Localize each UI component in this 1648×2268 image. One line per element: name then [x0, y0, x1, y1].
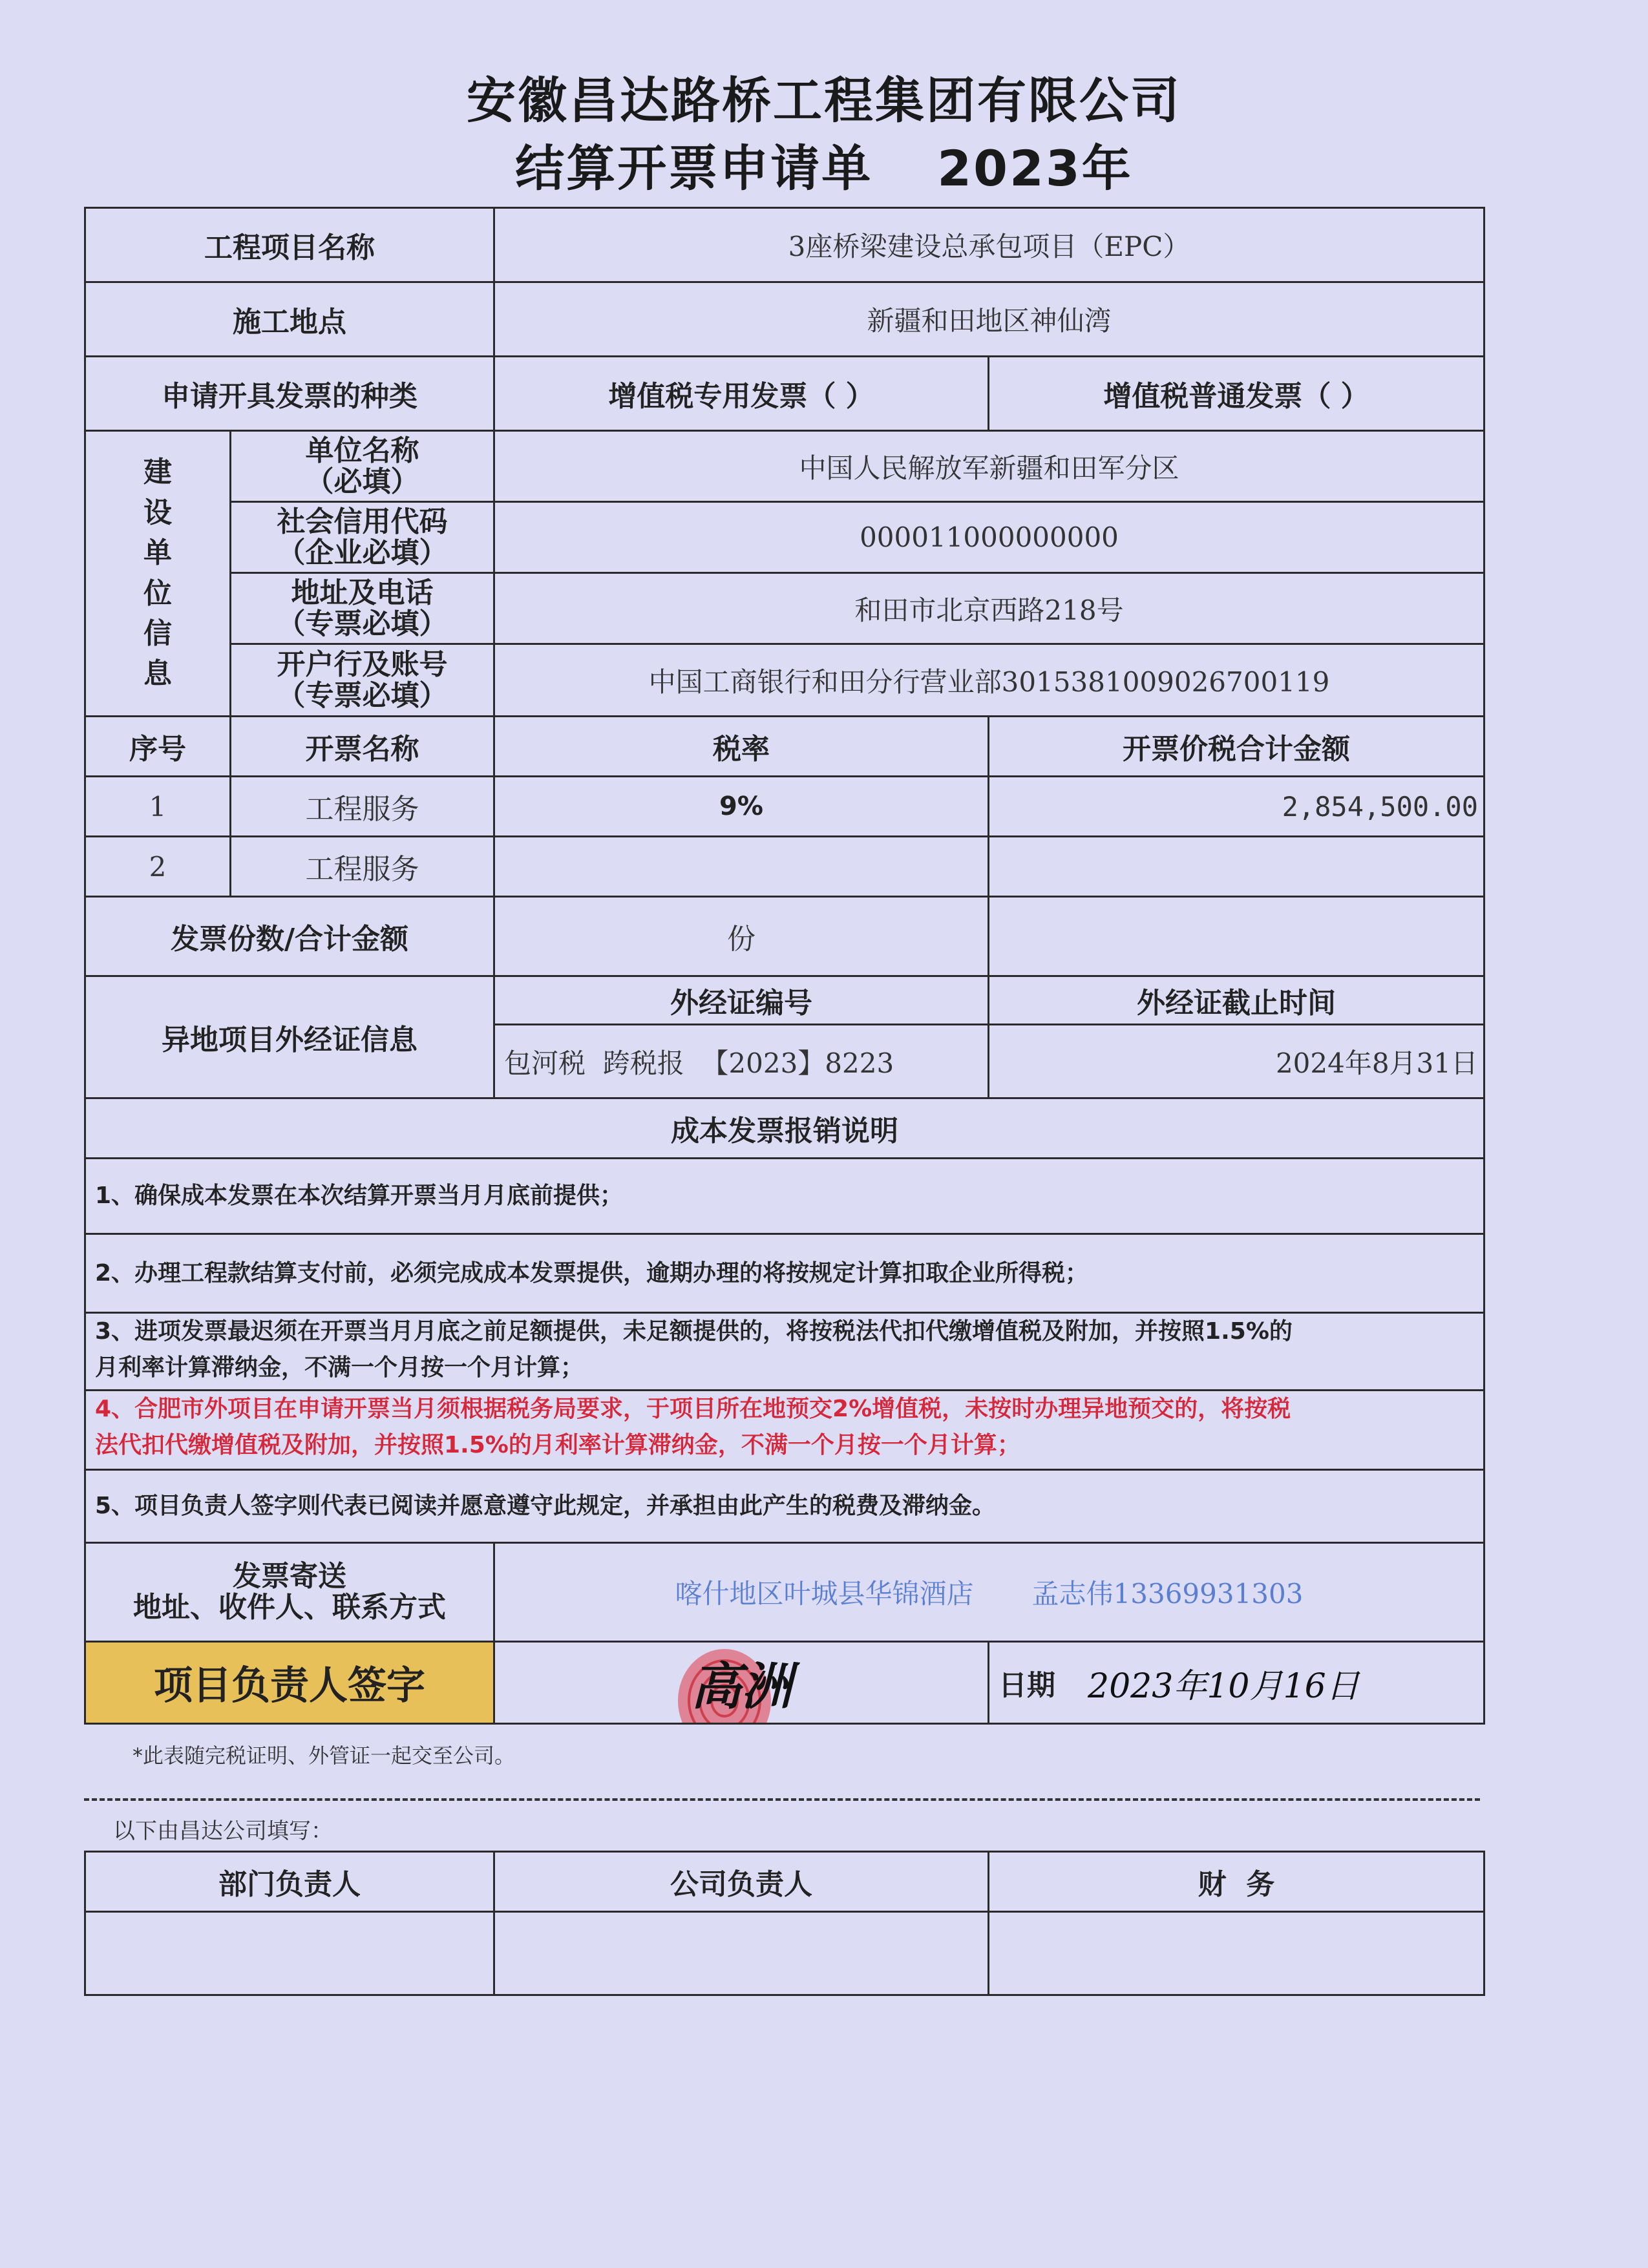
delivery-label — [84, 1542, 495, 1643]
label-line: （专票必填） — [277, 607, 448, 640]
builder-char: 建 — [143, 456, 172, 489]
note-4-line-2: 法代扣代缴增值税及附加，并按照1.5%的月利率计算滞纳金，不满一个月按一个月计算； — [95, 1431, 1020, 1458]
label-line: 地址及电话 — [291, 576, 434, 609]
item-2-rate[interactable] — [493, 835, 989, 898]
note-3 — [84, 1312, 1485, 1391]
label-line: 单位名称 — [305, 434, 419, 467]
builder-char: 信 — [143, 616, 172, 650]
item-1-name[interactable]: 工程服务 — [229, 775, 495, 837]
note-2: 2、办理工程款结算支付前，必须完成成本发票提供，逾期办理的将按规定计算扣取企业所得税； — [84, 1233, 1485, 1314]
col-header-name: 开票名称 — [229, 715, 495, 777]
note-3-line-1: 3、进项发票最迟须在开票当月月底之前足额提供，未足额提供的，将按税法代扣代缴增值税及附加，并按照1.5%的 — [95, 1318, 1293, 1345]
item-1-amount[interactable]: 2,854,500.00 — [988, 775, 1485, 837]
external-cert-label: 异地项目外经证信息 — [84, 975, 495, 1099]
bank-account-value[interactable]: 中国工商银行和田分行营业部3015381009026700119 — [493, 643, 1485, 717]
date-value: 2023年10月16日 — [1088, 1666, 1360, 1706]
internal-caption: 以下由昌达公司填写： — [113, 1818, 333, 1844]
unit-name-value[interactable]: 中国人民解放军新疆和田军分区 — [493, 430, 1485, 503]
col-header-amount: 开票价税合计金额 — [988, 715, 1485, 777]
item-2-name[interactable]: 工程服务 — [229, 835, 495, 898]
finance-sign[interactable] — [988, 1911, 1485, 1996]
note-4-line-1: 4、合肥市外项目在申请开票当月须根据税务局要求，于项目所在地预交2%增值税，未按时办理异地预交的，将按税 — [95, 1396, 1291, 1422]
dept-head-sign[interactable] — [84, 1911, 495, 1996]
note-3-line-2: 月利率计算滞纳金，不满一个月按一个月计算； — [95, 1354, 584, 1381]
cert-deadline-value[interactable]: 2024年8月31日 — [988, 1024, 1485, 1099]
unit-name-label — [229, 430, 495, 503]
company-head-sign[interactable] — [493, 1911, 989, 1996]
address-phone-value[interactable]: 和田市北京西路218号 — [493, 572, 1485, 645]
item-2-no: 2 — [84, 835, 231, 898]
address-phone-label — [229, 572, 495, 645]
company-head-header: 公司负责人 — [493, 1851, 989, 1913]
note-1: 1、确保成本发票在本次结算开票当月月底前提供； — [84, 1157, 1485, 1235]
label-line: （必填） — [305, 465, 419, 498]
delivery-value[interactable] — [493, 1542, 1485, 1643]
item-1-rate[interactable]: 9% — [493, 775, 989, 837]
project-name-label: 工程项目名称 — [84, 207, 495, 283]
label-line: （企业必填） — [277, 536, 448, 569]
item-1-no: 1 — [84, 775, 231, 837]
form-title — [0, 129, 1648, 200]
bank-account-label — [229, 643, 495, 717]
cert-number-value[interactable]: 包河税 跨税报 【2023】8223 — [493, 1024, 989, 1099]
builder-char: 位 — [143, 576, 172, 610]
signer-label: 项目负责人签字 — [84, 1641, 495, 1725]
label-line: 开户行及账号 — [277, 647, 448, 681]
finance-header: 财 务 — [988, 1851, 1485, 1913]
note-5: 5、项目负责人签字则代表已阅读并愿意遵守此规定，并承担由此产生的税费及滞纳金。 — [84, 1469, 1485, 1544]
item-2-amount[interactable] — [988, 835, 1485, 898]
col-header-rate: 税率 — [493, 715, 989, 777]
signature-cell[interactable] — [493, 1641, 989, 1725]
cut-line — [84, 1798, 1480, 1801]
project-name-value[interactable]: 3座桥梁建设总承包项目（EPC） — [493, 207, 1485, 283]
builder-info-group-label — [84, 430, 231, 717]
site-value[interactable]: 新疆和田地区神仙湾 — [493, 281, 1485, 357]
footnote: *此表随完税证明、外管证一起交至公司。 — [132, 1743, 516, 1768]
label-line: 地址、收件人、联系方式 — [133, 1591, 446, 1624]
builder-char: 息 — [143, 657, 172, 691]
builder-char: 设 — [143, 496, 172, 529]
copies-count[interactable]: 份 — [493, 896, 989, 977]
invoice-type-special[interactable]: 增值税专用发票（ ） — [493, 355, 989, 432]
company-title: 安徽昌达路桥工程集团有限公司 — [467, 72, 1181, 129]
delivery-address: 喀什地区叶城县华锦酒店 — [675, 1578, 974, 1610]
totals-label: 发票份数/合计金额 — [84, 896, 495, 977]
site-label: 施工地点 — [84, 281, 495, 357]
invoice-type-label: 申请开具发票的种类 — [84, 355, 495, 432]
invoice-type-ordinary[interactable]: 增值税普通发票（ ） — [988, 355, 1485, 432]
signature: 高洲 — [690, 1657, 792, 1716]
date-cell[interactable] — [988, 1641, 1485, 1725]
note-4 — [84, 1389, 1485, 1471]
date-label: 日期 — [998, 1669, 1055, 1702]
label-line: 社会信用代码 — [277, 505, 448, 538]
cert-deadline-header: 外经证截止时间 — [988, 975, 1485, 1025]
builder-char: 单 — [143, 536, 172, 570]
cost-notes-title: 成本发票报销说明 — [84, 1097, 1485, 1159]
credit-code-value[interactable]: 000011000000000 — [493, 501, 1485, 574]
cert-number-header: 外经证编号 — [493, 975, 989, 1025]
label-line: （专票必填） — [277, 678, 448, 712]
credit-code-label — [229, 501, 495, 574]
total-amount[interactable] — [988, 896, 1485, 977]
form-title-text: 结算开票申请单 — [515, 140, 873, 197]
dept-head-header: 部门负责人 — [84, 1851, 495, 1913]
col-header-no: 序号 — [84, 715, 231, 777]
form-year: 2023年 — [937, 140, 1133, 197]
delivery-contact: 孟志伟13369931303 — [1031, 1578, 1304, 1610]
label-line: 发票寄送 — [233, 1560, 346, 1593]
